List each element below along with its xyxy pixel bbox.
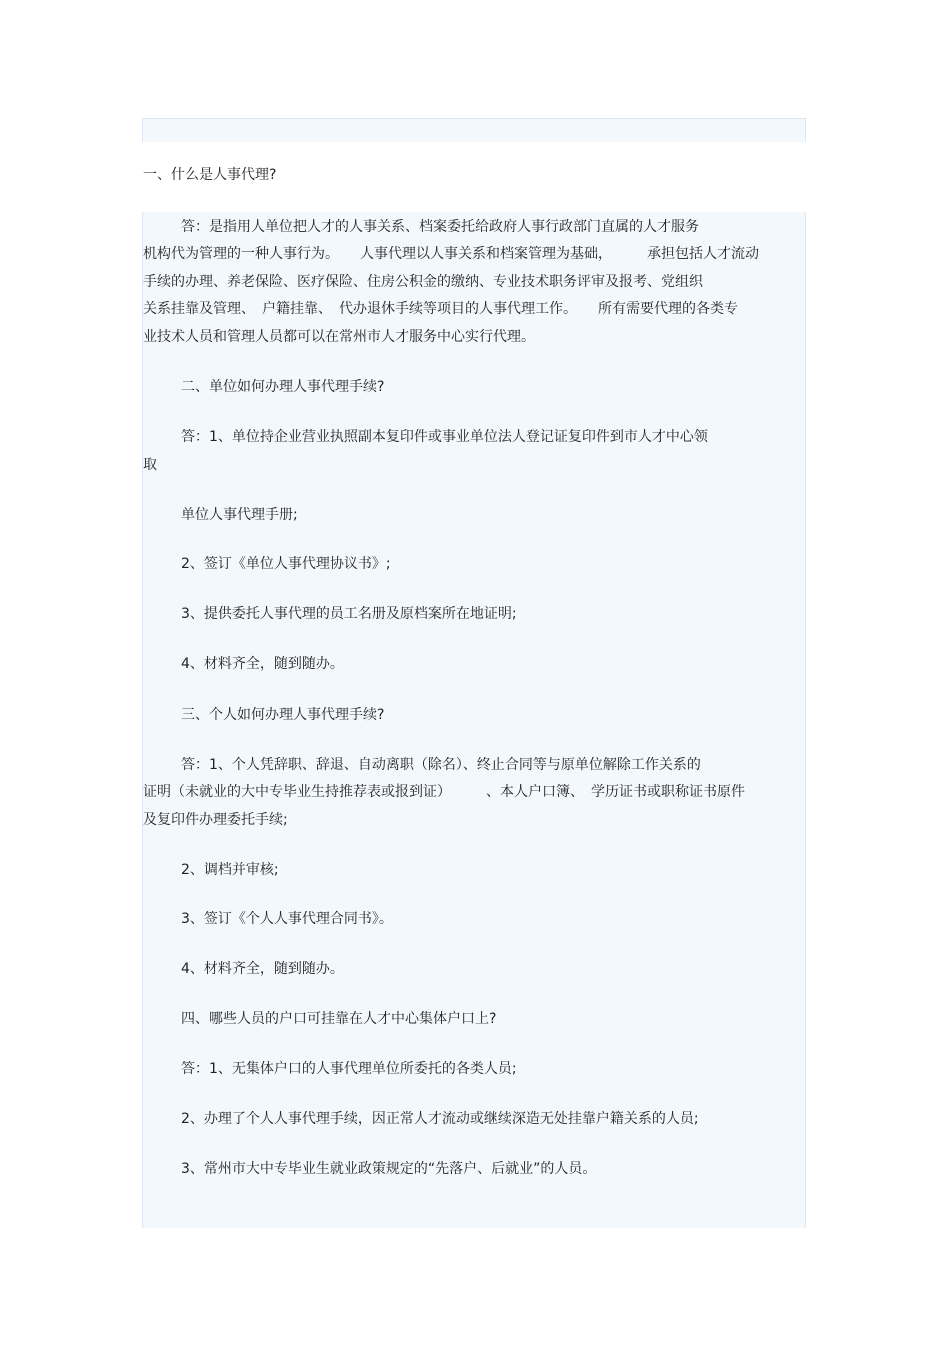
q2-title: 二、单位如何办理人事代理手续?	[181, 379, 385, 395]
q4-item-2: 2、办理了个人人事代理手续，因正常人才流动或继续深造无处挂靠户籍关系的人员;	[181, 1111, 699, 1127]
q3-title: 三、个人如何办理人事代理手续?	[181, 707, 385, 723]
q1-answer-line-2: 机构代为管理的一种人事行为。 人事代理以人事关系和档案管理为基础， 承担包括人才流动	[143, 246, 759, 262]
q2-item-2: 2、签订《单位人事代理协议书》;	[181, 556, 391, 572]
top-empty-box	[142, 118, 806, 142]
q2-answer-line-1: 答：1、单位持企业营业执照副本复印件或事业单位法人登记证复印件到市人才中心领	[181, 429, 708, 445]
q3-answer-line-1: 答：1、个人凭辞职、辞退、自动离职（除名）、终止合同等与原单位解除工作关系的	[181, 757, 701, 773]
q1-title: 一、什么是人事代理?	[143, 167, 277, 183]
q1-answer-line-3: 手续的办理、养老保险、医疗保险、住房公积金的缴纳、专业技术职务评审及报考、党组织	[143, 274, 703, 290]
q1-answer-line-4: 关系挂靠及管理、 户籍挂靠、 代办退休手续等项目的人事代理工作。 所有需要代理的各类专	[143, 301, 738, 317]
q4-item-3: 3、常州市大中专毕业生就业政策规定的“先落户、后就业”的人员。	[181, 1161, 597, 1177]
q3-item-3: 4、材料齐全，随到随办。	[181, 961, 344, 977]
q3-answer-line-2: 证明（未就业的大中专毕业生持推荐表或报到证） 、本人户口簿、 学历证书或职称证书原件	[143, 784, 745, 800]
q2-item-3: 3、提供委托人事代理的员工名册及原档案所在地证明;	[181, 606, 517, 622]
q1-answer-line-5: 业技术人员和管理人员都可以在常州市人才服务中心实行代理。	[143, 329, 535, 345]
q3-answer-line-3: 及复印件办理委托手续;	[143, 812, 288, 828]
q3-item-1: 2、调档并审核;	[181, 862, 279, 878]
q4-title: 四、哪些人员的户口可挂靠在人才中心集体户口上?	[181, 1011, 497, 1027]
q4-item-1: 答：1、无集体户口的人事代理单位所委托的各类人员;	[181, 1061, 517, 1077]
q2-item-4: 4、材料齐全，随到随办。	[181, 656, 344, 672]
q2-answer-line-2: 取	[143, 457, 157, 473]
q2-item-1: 单位人事代理手册;	[181, 507, 298, 523]
q3-item-2: 3、签订《个人人事代理合同书》。	[181, 911, 393, 927]
q1-answer-line-1: 答：是指用人单位把人才的人事关系、档案委托给政府人事行政部门直属的人才服务	[181, 219, 699, 235]
